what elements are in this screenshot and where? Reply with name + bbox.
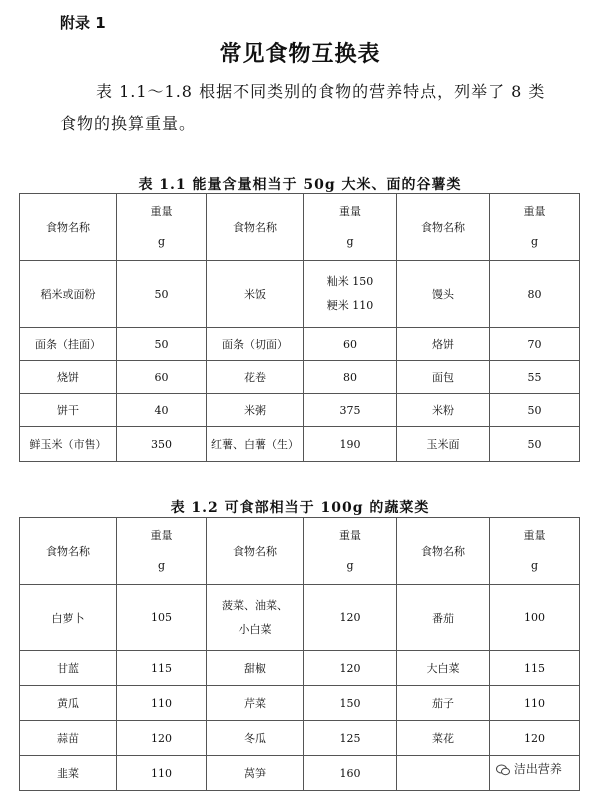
weight-cell: 70 <box>490 328 580 361</box>
food-name-cell: 馒头 <box>397 261 490 328</box>
table1-header-row <box>20 194 580 261</box>
weight-cell: 50 <box>490 394 580 427</box>
weight-cell: 190 <box>304 427 397 462</box>
food-name-cell: 鲜玉米（市售） <box>20 427 117 462</box>
header-weight: 重量 g <box>117 518 207 585</box>
table-row <box>20 651 580 686</box>
header-weight: 重量 g <box>490 518 580 585</box>
food-name-cell: 米饭 <box>207 261 304 328</box>
food-name-cell: 面条（挂面） <box>20 328 117 361</box>
header-weight: 重量 g <box>490 194 580 261</box>
food-name-cell: 番茄 <box>397 585 490 651</box>
header-food-name: 食物名称 <box>207 194 304 261</box>
table-row <box>20 328 580 361</box>
food-name-cell: 米粥 <box>207 394 304 427</box>
food-name-cell: 大白菜 <box>397 651 490 686</box>
weight-cell: 55 <box>490 361 580 394</box>
table2-caption: 表 1.2 可食部相当于 100g 的蔬菜类 <box>170 500 430 516</box>
empty-cell <box>397 756 490 791</box>
watermark <box>496 760 562 777</box>
weight-cell: 115 <box>117 651 207 686</box>
weight-cell: 籼米 150 粳米 110 <box>304 261 397 328</box>
weight-cell: 120 <box>117 721 207 756</box>
header-food-name: 食物名称 <box>397 194 490 261</box>
table1-grain <box>19 193 580 462</box>
appendix-label: 附录 1 <box>60 14 106 32</box>
weight-cell: 80 <box>490 261 580 328</box>
weight-cell: 80 <box>304 361 397 394</box>
weight-cell: 50 <box>117 328 207 361</box>
food-name-cell: 茄子 <box>397 686 490 721</box>
weight-cell: 50 <box>117 261 207 328</box>
watermark-text: 洁出营养 <box>513 762 562 776</box>
food-name-cell: 黄瓜 <box>20 686 117 721</box>
food-name-cell: 甘蓝 <box>20 651 117 686</box>
food-name-cell: 蒜苗 <box>20 721 117 756</box>
food-name-cell: 面包 <box>397 361 490 394</box>
food-name-cell: 米粉 <box>397 394 490 427</box>
header-food-name: 食物名称 <box>397 518 490 585</box>
table-row <box>20 721 580 756</box>
weight-cell: 105 <box>117 585 207 651</box>
header-weight: 重量 g <box>117 194 207 261</box>
food-name-cell: 烧饼 <box>20 361 117 394</box>
header-food-name: 食物名称 <box>207 518 304 585</box>
header-weight: 重量 g <box>304 518 397 585</box>
weight-cell: 350 <box>117 427 207 462</box>
food-name-cell: 红薯、白薯（生） <box>207 427 304 462</box>
food-name-cell: 冬瓜 <box>207 721 304 756</box>
food-name-cell: 菜花 <box>397 721 490 756</box>
table-row <box>20 427 580 462</box>
food-name-cell: 莴笋 <box>207 756 304 791</box>
intro-paragraph: 表 1.1～1.8 根据不同类别的食物的营养特点，列举了 8 类食物的换算重量。 <box>60 82 546 133</box>
header-food-name: 食物名称 <box>20 518 117 585</box>
food-name-cell: 饼干 <box>20 394 117 427</box>
weight-cell: 120 <box>304 585 397 651</box>
weight-cell: 110 <box>117 756 207 791</box>
table-row <box>20 686 580 721</box>
header-weight: 重量 g <box>304 194 397 261</box>
header-food-name: 食物名称 <box>20 194 117 261</box>
food-name-cell: 稻米或面粉 <box>20 261 117 328</box>
wechat-icon <box>496 764 510 776</box>
weight-cell: 115 <box>490 651 580 686</box>
weight-cell: 375 <box>304 394 397 427</box>
weight-cell: 110 <box>117 686 207 721</box>
food-name-cell: 玉米面 <box>397 427 490 462</box>
food-name-cell: 面条（切面） <box>207 328 304 361</box>
weight-cell: 160 <box>304 756 397 791</box>
food-name-cell: 烙饼 <box>397 328 490 361</box>
weight-cell: 125 <box>304 721 397 756</box>
table-row <box>20 361 580 394</box>
food-name-cell: 韭菜 <box>20 756 117 791</box>
weight-cell: 60 <box>117 361 207 394</box>
table-row <box>20 585 580 651</box>
page-title: 常见食物互换表 <box>219 42 381 67</box>
weight-cell: 60 <box>304 328 397 361</box>
weight-cell: 100 <box>490 585 580 651</box>
table1-caption: 表 1.1 能量含量相当于 50g 大米、面的谷薯类 <box>138 177 462 193</box>
table2-vegetables <box>19 517 580 791</box>
weight-cell: 120 <box>490 721 580 756</box>
weight-cell: 120 <box>304 651 397 686</box>
weight-cell: 50 <box>490 427 580 462</box>
food-name-cell: 白萝卜 <box>20 585 117 651</box>
table-row <box>20 261 580 328</box>
table-row <box>20 394 580 427</box>
food-name-cell: 甜椒 <box>207 651 304 686</box>
food-name-cell: 花卷 <box>207 361 304 394</box>
table2-header-row <box>20 518 580 585</box>
food-name-cell: 菠菜、油菜、 小白菜 <box>207 585 304 651</box>
food-name-cell: 芹菜 <box>207 686 304 721</box>
weight-cell: 110 <box>490 686 580 721</box>
weight-cell: 150 <box>304 686 397 721</box>
weight-cell: 40 <box>117 394 207 427</box>
